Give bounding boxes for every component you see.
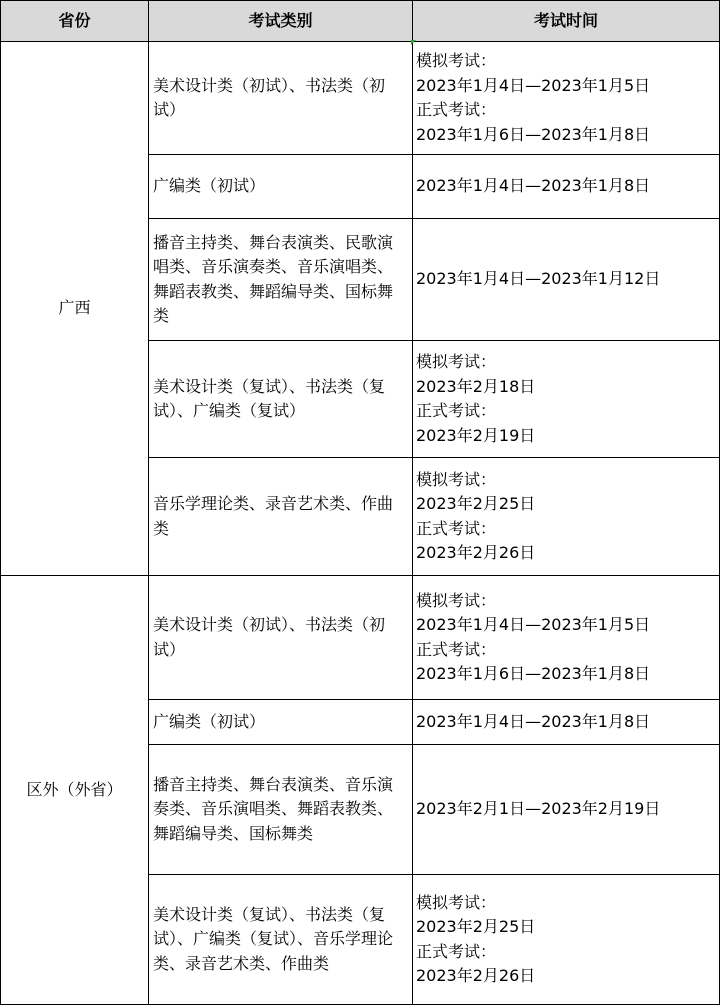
table-row: [1, 576, 720, 700]
time-line: 2023年1月4日—2023年1月5日: [416, 75, 651, 95]
cell-comment-marker: [411, 40, 416, 45]
category-cell: 广编类（初试）: [149, 155, 413, 219]
category-cell: 美术设计类（初试）、书法类（初试）: [149, 42, 413, 155]
time-line: 2023年1月4日—2023年1月5日: [416, 615, 651, 634]
table-row: [1, 42, 720, 155]
time-line: 正式考试：: [416, 401, 497, 420]
time-line: 2023年1月4日—2023年1月12日: [416, 269, 661, 289]
time-line: 2023年1月4日—2023年1月8日: [416, 711, 651, 731]
time-line: 2023年1月6日—2023年1月8日: [416, 124, 651, 144]
time-cell: [413, 700, 720, 745]
time-cell: [413, 155, 720, 219]
header-row: [1, 1, 720, 42]
time-line: 正式考试：: [416, 639, 497, 659]
header-category: 考试类别: [149, 1, 413, 42]
time-line: 2023年2月25日: [416, 917, 536, 936]
time-line: 2023年2月25日: [416, 494, 536, 513]
time-line: 2023年1月4日—2023年1月8日: [416, 176, 651, 196]
category-cell: 美术设计类（初试）、书法类（初试）: [149, 576, 413, 700]
time-line: 模拟考试：: [416, 352, 497, 371]
time-line: 2023年2月26日: [416, 543, 536, 562]
time-cell: [413, 875, 720, 1005]
time-line: 正式考试：: [416, 100, 497, 119]
time-line: 2023年2月19日: [416, 425, 536, 445]
time-line: 2023年1月6日—2023年1月8日: [416, 664, 651, 683]
time-line: 2023年2月1日—2023年2月19日: [416, 799, 661, 819]
category-cell: 音乐学理论类、录音艺术类、作曲类: [149, 458, 413, 576]
category-cell: 播音主持类、舞台表演类、音乐演奏类、音乐演唱类、舞蹈表教类、舞蹈编导类、国标舞类: [149, 745, 413, 875]
time-cell: [413, 458, 720, 576]
category-cell: 美术设计类（复试）、书法类（复试）、广编类（复试）: [149, 341, 413, 458]
time-cell: [413, 42, 720, 155]
time-line: 模拟考试：: [416, 892, 497, 912]
category-cell: 广编类（初试）: [149, 700, 413, 745]
header-time: 考试时间: [413, 1, 720, 42]
time-line: 2023年2月26日: [416, 966, 536, 985]
time-line: 正式考试：: [416, 941, 497, 961]
province-cell: 广西: [1, 42, 149, 576]
category-cell: 美术设计类（复试）、书法类（复试）、广编类（复试）、音乐学理论类、录音艺术类、作曲类: [149, 875, 413, 1005]
time-cell: [413, 341, 720, 458]
time-line: 模拟考试：: [416, 590, 497, 610]
time-cell: [413, 576, 720, 700]
province-cell: 区外（外省）: [1, 576, 149, 1005]
category-cell: 播音主持类、舞台表演类、民歌演唱类、音乐演奏类、音乐演唱类、舞蹈表教类、舞蹈编导类、国标舞类: [149, 219, 413, 341]
time-cell: [413, 219, 720, 341]
time-line: 2023年2月18日: [416, 376, 536, 396]
time-cell: [413, 745, 720, 875]
time-line: 模拟考试：: [416, 469, 497, 489]
time-line: 模拟考试：: [416, 51, 497, 70]
header-province: 省份: [1, 1, 149, 42]
time-line: 正式考试：: [416, 518, 497, 538]
